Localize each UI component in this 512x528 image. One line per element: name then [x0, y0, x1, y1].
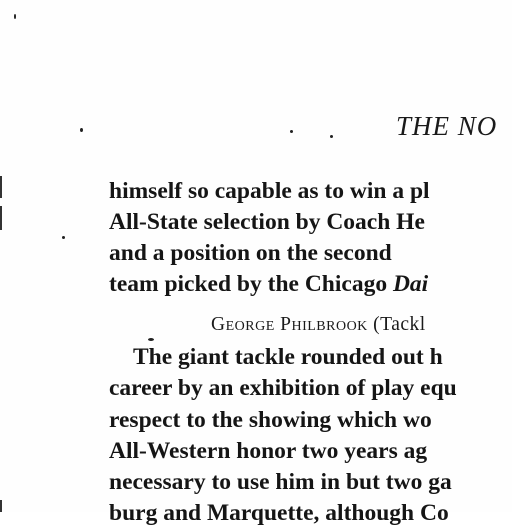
player-name: George Philbrook [211, 314, 368, 335]
scan-speck [80, 128, 83, 132]
player-position: (Tackl [367, 314, 426, 335]
scan-edge-mark [0, 206, 2, 230]
text-line: himself so capable as to win a pl [109, 178, 430, 204]
text-line: career by an exhibition of play equ [109, 375, 457, 401]
text-line: All-State selection by Coach He [109, 209, 425, 235]
newspaper-name: Dai [392, 271, 429, 297]
scan-speck [62, 236, 65, 239]
text-line: The giant tackle rounded out h [133, 344, 443, 370]
text-line: respect to the showing which wo [109, 407, 432, 433]
text-line: necessary to use him in but two ga [109, 469, 452, 495]
running-head: THE NO [396, 111, 498, 141]
text-line: All-Western honor two years ag [109, 438, 428, 464]
scan-speck [290, 130, 293, 133]
text-line: and a position on the second [109, 240, 392, 266]
section-heading [211, 311, 426, 339]
text-line [109, 269, 428, 299]
scan-speck [148, 338, 154, 341]
scan-edge-mark [0, 176, 2, 198]
scan-speck [330, 135, 333, 138]
text-line: burg and Marquette, although Co [109, 500, 449, 526]
scan-edge-mark [0, 500, 2, 512]
scan-speck [14, 14, 16, 19]
text-segment: team picked by the Chicago [109, 271, 393, 297]
